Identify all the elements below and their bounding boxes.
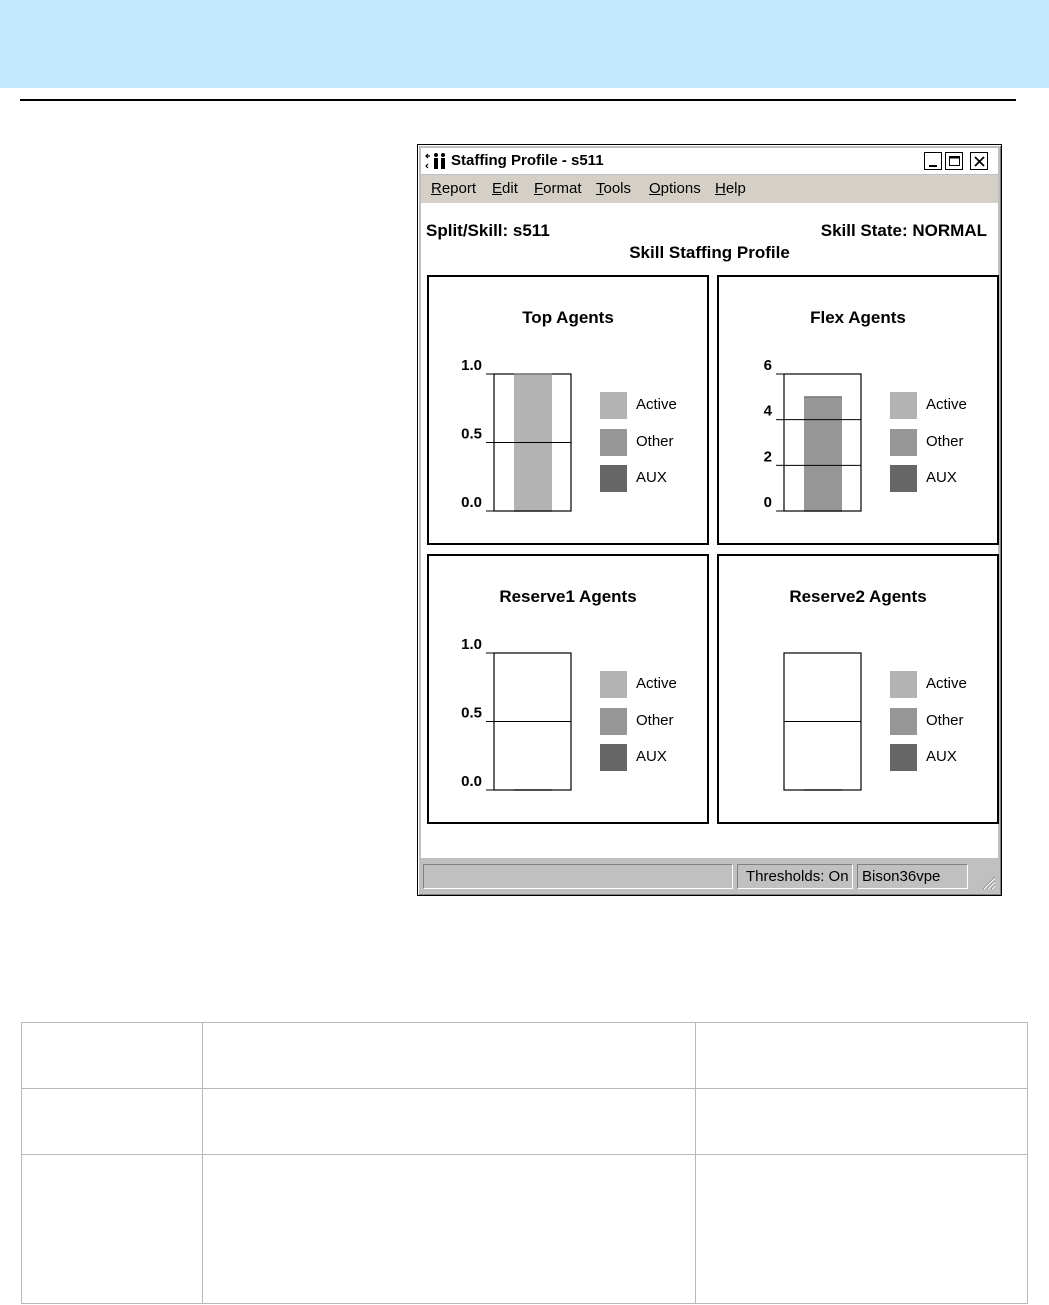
legend-swatch-other xyxy=(890,708,917,735)
status-pane-main xyxy=(423,864,733,889)
legend-other: Other xyxy=(600,429,710,457)
menu-report[interactable]: Report xyxy=(431,180,477,197)
legend-aux: AUX xyxy=(600,465,710,493)
panel-top-agents xyxy=(427,275,709,545)
header-banner xyxy=(0,0,1049,88)
legend-swatch-aux xyxy=(890,744,917,771)
legend-swatch-other xyxy=(600,429,627,456)
legend-swatch-aux xyxy=(890,465,917,492)
legend-active: Active xyxy=(600,671,710,699)
legend-aux: AUX xyxy=(890,744,1000,772)
client-area xyxy=(421,203,998,858)
legend-other: Other xyxy=(890,429,1000,457)
menu-edit[interactable]: Edit xyxy=(492,180,518,197)
table-cell xyxy=(203,1155,696,1304)
legend-other: Other xyxy=(600,708,710,736)
chart-title: Reserve2 Agents xyxy=(789,587,927,606)
chart-title: Top Agents xyxy=(522,308,614,327)
agents-icon[interactable] xyxy=(425,152,447,170)
split-skill-label: Split/Skill: s511 xyxy=(426,221,550,240)
y-tick-label: 1.0 xyxy=(461,636,482,653)
table-cell xyxy=(696,1023,1028,1089)
y-tick-label: 4 xyxy=(763,402,772,420)
window-title: Staffing Profile - s511 xyxy=(451,152,604,169)
maximize-icon xyxy=(946,153,964,171)
legend-active: Active xyxy=(890,392,1000,420)
header-rule xyxy=(20,99,1016,101)
y-tick-label: 0 xyxy=(763,494,772,511)
table-row xyxy=(22,1089,1028,1155)
menu-format[interactable]: Format xyxy=(534,180,582,197)
menu-bar xyxy=(421,175,998,203)
panel-reserve1-agents xyxy=(427,554,709,824)
skill-state-label: Skill State: NORMAL xyxy=(820,221,987,240)
table-row xyxy=(22,1023,1028,1089)
table-cell xyxy=(203,1089,696,1155)
legend-swatch-aux xyxy=(600,744,627,771)
status-server: Bison36vpe xyxy=(857,864,968,889)
y-tick-label: 6 xyxy=(763,357,772,374)
table-cell xyxy=(203,1023,696,1089)
menu-help[interactable]: Help xyxy=(715,180,746,197)
close-button[interactable] xyxy=(970,152,988,170)
document-table xyxy=(21,1022,1028,1304)
status-thresholds: Thresholds: On xyxy=(737,864,853,889)
close-icon xyxy=(971,153,989,171)
legend-other: Other xyxy=(890,708,1000,736)
legend-swatch-active xyxy=(600,392,627,419)
table-cell xyxy=(696,1155,1028,1304)
legend-swatch-active xyxy=(600,671,627,698)
minimize-icon xyxy=(925,153,943,171)
status-bar xyxy=(421,862,998,892)
table-cell xyxy=(22,1089,203,1155)
y-tick-label: 0.0 xyxy=(461,494,482,511)
y-tick-label: 2 xyxy=(763,448,772,466)
minimize-button[interactable] xyxy=(924,152,942,170)
resize-grip-icon[interactable] xyxy=(980,874,996,890)
chart-title: Flex Agents xyxy=(810,308,906,327)
profile-title: Skill Staffing Profile xyxy=(629,243,790,262)
table-cell xyxy=(22,1023,203,1089)
legend-swatch-other xyxy=(600,708,627,735)
panel-flex-agents xyxy=(717,275,999,545)
legend-active: Active xyxy=(600,392,710,420)
table-cell xyxy=(696,1089,1028,1155)
staffing-profile-window xyxy=(417,144,1002,896)
legend-aux: AUX xyxy=(890,465,1000,493)
chart-title: Reserve1 Agents xyxy=(499,587,637,606)
bar-other xyxy=(804,397,842,511)
maximize-button[interactable] xyxy=(945,152,963,170)
y-tick-label: 0.0 xyxy=(461,773,482,790)
table-cell xyxy=(22,1155,203,1304)
legend-swatch-aux xyxy=(600,465,627,492)
y-tick-label: 1.0 xyxy=(461,357,482,374)
menu-options[interactable]: Options xyxy=(649,180,701,197)
legend-swatch-other xyxy=(890,429,917,456)
y-tick-label: 0.5 xyxy=(461,704,482,722)
legend-active: Active xyxy=(890,671,1000,699)
legend-aux: AUX xyxy=(600,744,710,772)
y-tick-label: 0.5 xyxy=(461,425,482,443)
legend-swatch-active xyxy=(890,392,917,419)
title-bar[interactable] xyxy=(421,148,998,174)
menu-tools[interactable]: Tools xyxy=(596,180,632,197)
legend-swatch-active xyxy=(890,671,917,698)
panel-reserve2-agents xyxy=(717,554,999,824)
table-row xyxy=(22,1155,1028,1304)
